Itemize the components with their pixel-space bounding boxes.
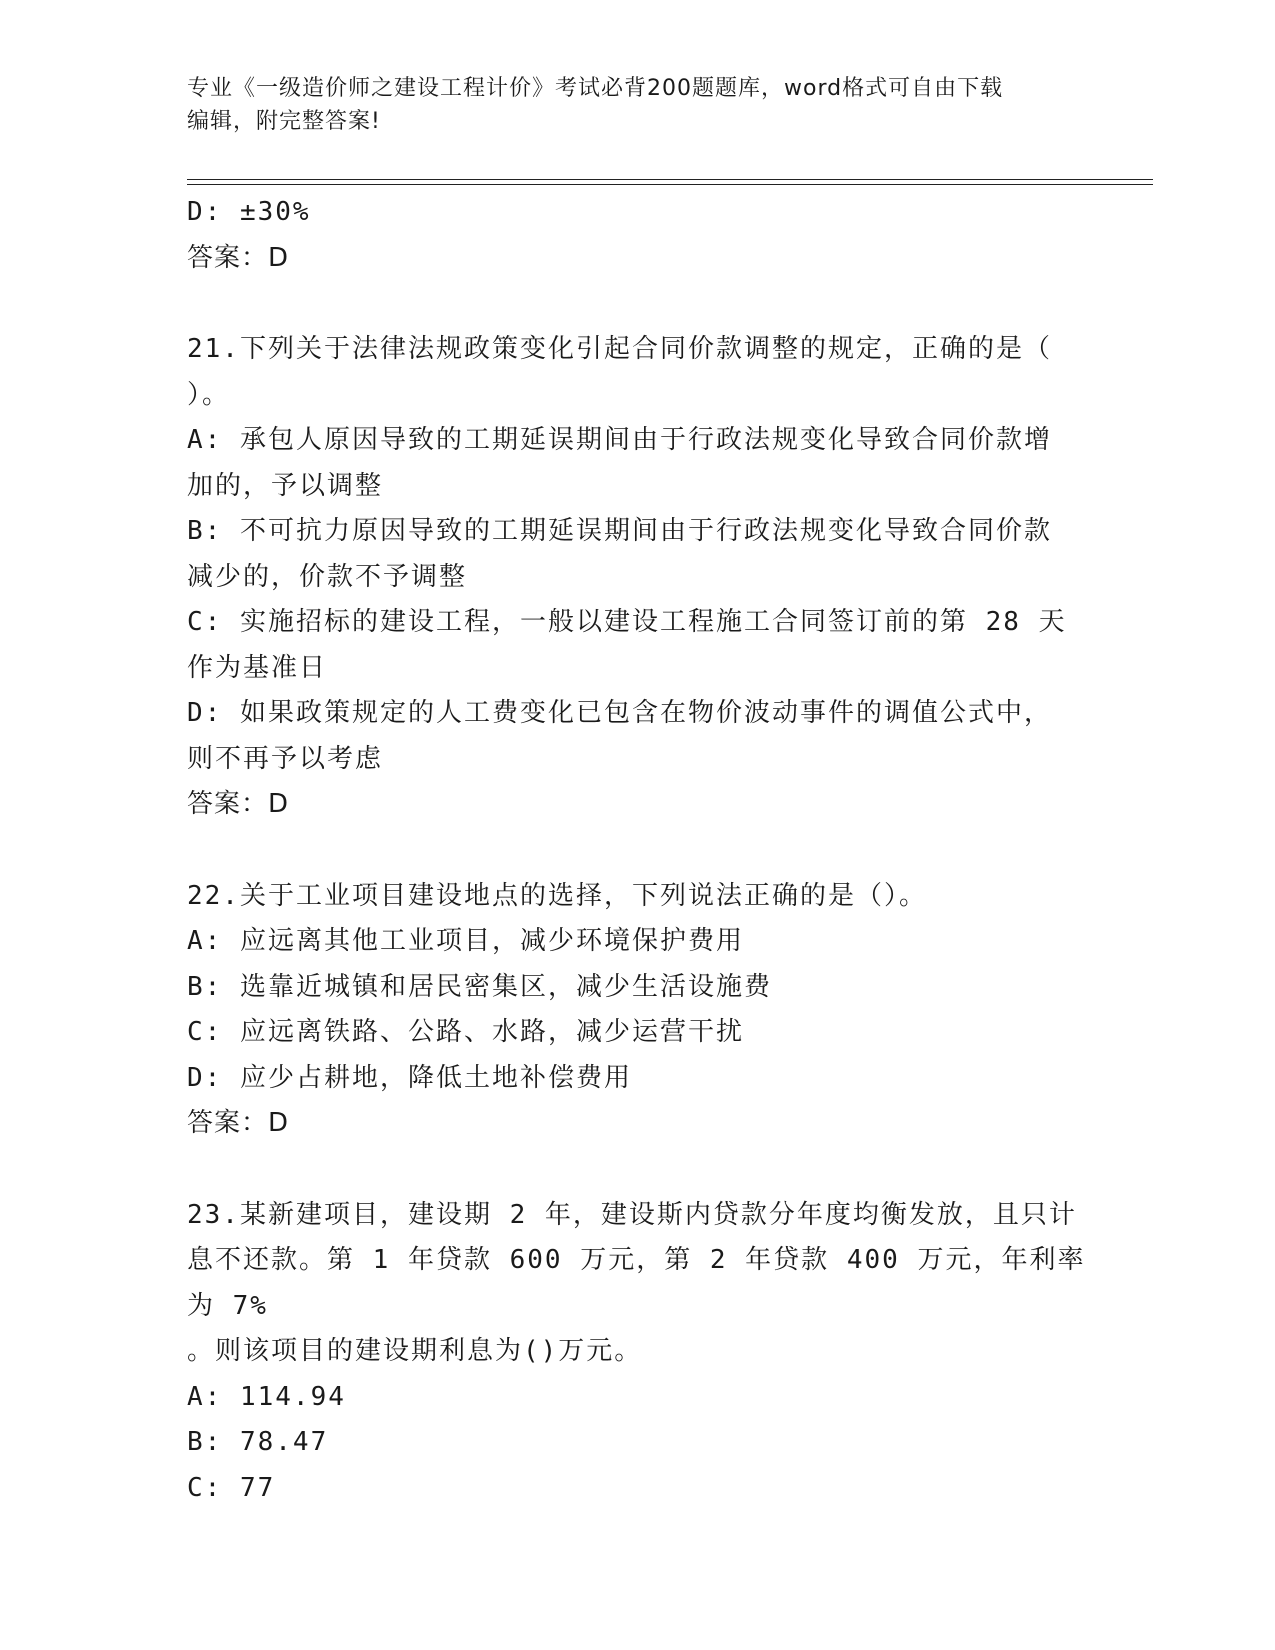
header-title-line-1: 专业《一级造价师之建设工程计价》考试必背200题题库，word格式可自由下载 [187,76,1004,101]
option-a: A: 应远离其他工业项目，减少环境保护费用 [187,926,744,956]
option-d: D: 应少占耕地，降低土地补偿费用 [187,1062,632,1093]
option-a-continued: 加的，予以调整 [187,470,384,501]
question-stem-continued: 。则该项目的建设期利息为()万元。 [187,1336,643,1366]
question-23 [187,1193,1087,1512]
header-title-line-2: 编辑，附完整答案! [187,109,381,134]
answer-label: 答案：D [187,789,290,819]
option-d: D: 如果政策规定的人工费变化已包含在物价波动事件的调值公式中， [187,698,1052,728]
option-b-continued: 减少的，价款不予调整 [187,561,468,592]
spacer [187,828,1087,874]
option-c: C: 应远离铁路、公路、水路，减少运营干扰 [187,1017,744,1047]
spacer [187,1147,1087,1193]
question-stem-continued: 息不还款。第 1 年贷款 600 万元，第 2 年贷款 400 万元，年利率为 7% [187,1245,1086,1321]
question-stem: 23.某新建项目，建设期 2 年，建设斯内贷款分年度均衡发放，且只计 [187,1199,1077,1230]
question-list [187,190,1087,1511]
question-stem-continued: ）。 [187,379,231,410]
option-d: D: ±30% [187,197,311,227]
option-a: A: 114.94 [187,1381,346,1412]
option-a: A: 承包人原因导致的工期延误期间由于行政法规变化导致合同价款增 [187,425,1052,455]
option-b: B: 选靠近城镇和居民密集区，减少生活设施费 [187,971,772,1002]
question-stem: 21.下列关于法律法规政策变化引起合同价款调整的规定，正确的是（ [187,334,1052,364]
option-b: B: 不可抗力原因导致的工期延误期间由于行政法规变化导致合同价款 [187,516,1052,546]
option-d-continued: 则不再予以考虑 [187,743,384,774]
option-c-continued: 作为基准日 [187,652,328,683]
option-b: B: 78.47 [187,1427,329,1457]
spacer [187,281,1087,327]
question-stem: 22.关于工业项目建设地点的选择，下列说法正确的是（）。 [187,880,927,911]
option-c: C: 77 [187,1472,276,1503]
question-20-tail [187,190,1087,281]
document-header [187,72,1077,138]
option-c: C: 实施招标的建设工程，一般以建设工程施工合同签订前的第 28 天 [187,607,1067,637]
header-divider-top [187,179,1153,180]
answer-label: 答案：D [187,1108,290,1138]
answer-label: 答案：D [187,242,290,273]
question-21 [187,327,1087,828]
header-divider-bottom [187,184,1153,185]
question-22 [187,874,1087,1147]
